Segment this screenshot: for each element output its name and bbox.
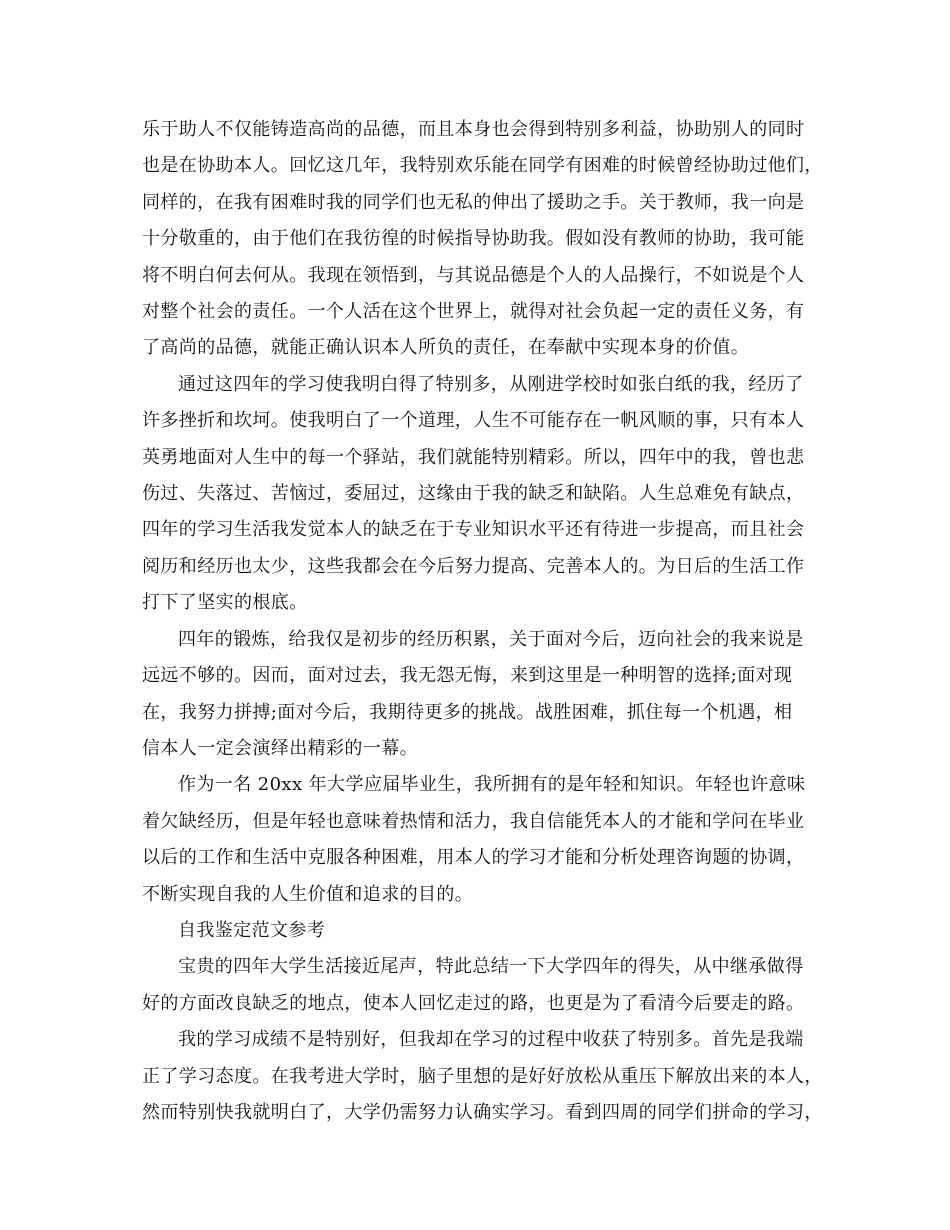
- paragraph: [142, 112, 826, 367]
- text-line: 着欠缺经历，但是年轻也意味着热情和活力，我自信能凭本人的才能和学问在毕业: [142, 810, 805, 832]
- paragraph: [142, 949, 826, 1022]
- text-line: 作为一名 20xx 年大学应届毕业生，我所拥有的是年轻和知识。年轻也许意味: [178, 774, 806, 796]
- text-line: 正了学习态度。在我考进大学时，脑子里想的是好好放松从重压下解放出来的本人，: [142, 1065, 823, 1087]
- text-line: 通过这四年的学习使我明白得了特别多，从刚进学校时如张白纸的我，经历了: [178, 373, 804, 395]
- document-body: [142, 112, 826, 1131]
- text-line: 打下了坚实的根底。: [142, 592, 308, 614]
- text-line: 然而特别快我就明白了，大学仍需努力认确实学习。看到四周的同学们拼命的学习，: [142, 1101, 823, 1123]
- text-line: 好的方面改良缺乏的地点，使本人回忆走过的路，也更是为了看清今后要走的路。: [142, 992, 805, 1014]
- text-line: 宝贵的四年大学生活接近尾声，特此总结一下大学四年的得失，从中继承做得: [178, 956, 804, 978]
- text-line: 许多挫折和坎坷。使我明白了一个道理，人生不可能存在一帆风顺的事，只有本人: [142, 410, 805, 432]
- text-line: 远远不够的。因而，面对过去，我无怨无悔，来到这里是一种明智的选择;面对现: [142, 665, 793, 687]
- text-line: 将不明白何去何从。我现在领悟到，与其说品德是个人的人品操行，不如说是个人: [142, 264, 805, 286]
- text-line: 四年的锻炼，给我仅是初步的经历积累，关于面对今后，迈向社会的我来说是: [178, 628, 804, 650]
- section-heading: [142, 913, 826, 949]
- paragraph: [142, 622, 826, 768]
- text-line: 伤过、失落过、苦恼过，委屈过，这缘由于我的缺乏和缺陷。人生总难免有缺点，: [142, 483, 805, 505]
- heading-text: 自我鉴定范文参考: [178, 919, 326, 941]
- paragraph: [142, 767, 826, 913]
- text-line: 英勇地面对人生中的每一个驿站，我们就能特别精彩。所以，四年中的我，曾也悲: [142, 446, 805, 468]
- text-line: 四年的学习生活我发觉本人的缺乏在于专业知识水平还有待进一步提高，而且社会: [142, 519, 805, 541]
- text-line: 也是在协助本人。回忆这几年，我特别欢乐能在同学有困难的时候曾经协助过他们，: [142, 155, 823, 177]
- text-line: 不断实现自我的人生价值和追求的目的。: [142, 883, 474, 905]
- text-line: 阅历和经历也太少，这些我都会在今后努力提高、完善本人的。为日后的生活工作: [142, 555, 805, 577]
- text-line: 乐于助人不仅能铸造高尚的品德，而且本身也会得到特别多利益，协助别人的同时: [142, 119, 805, 140]
- text-line: 十分敬重的，由于他们在我彷徨的时候指导协助我。假如没有教师的协助，我可能: [142, 228, 805, 250]
- text-line: 我的学习成绩不是特别好，但我却在学习的过程中收获了特别多。首先是我端: [178, 1029, 804, 1051]
- text-line: 了高尚的品德，就能正确认识本人所负的责任，在奉献中实现本身的价值。: [142, 337, 750, 359]
- text-line: 信本人一定会演绎出精彩的一幕。: [142, 737, 418, 759]
- text-line: 对整个社会的责任。一个人活在这个世界上，就得对社会负起一定的责任义务，有: [142, 301, 805, 323]
- text-line: 以后的工作和生活中克服各种困难，用本人的学习才能和分析处理咨询题的协调，: [142, 847, 805, 869]
- text-line: 在，我努力拼搏;面对今后，我期待更多的挑战。战胜困难，抓住每一个机遇，相: [142, 701, 793, 723]
- paragraph: [142, 1022, 826, 1131]
- text-line: 同样的，在我有困难时我的同学们也无私的伸出了援助之手。关于教师，我一向是: [142, 191, 805, 213]
- paragraph: [142, 367, 826, 622]
